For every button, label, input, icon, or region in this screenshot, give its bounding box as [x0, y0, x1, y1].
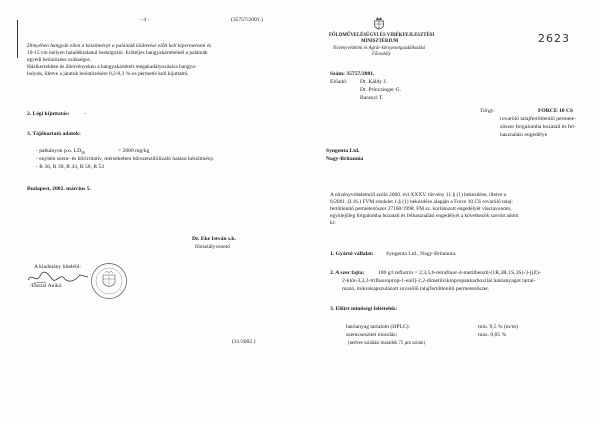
subject-label: Tárgy:	[480, 108, 496, 114]
signer-name: Dr. Eke István s.k.	[192, 236, 236, 242]
officer-name: Dr. Princzinger G.	[360, 87, 402, 93]
officer-label: Előadó:	[330, 79, 348, 85]
item-formulation-line: 100 g/l teflutrin = 2,3,5,6-tetrafluor-4-metilbenzil-(1R,3R,1S,3S)-3-[(Z)-	[378, 270, 541, 276]
page-number: - 4 -	[140, 17, 150, 23]
ministry-name-2: MINISZTÉRIUM	[361, 39, 399, 44]
r-phrases: - R 36, R 38, R 43, R 50, R 53	[36, 164, 105, 170]
officer-name: Baranyi T.	[360, 95, 384, 101]
item-formulation-line: mazó, mikrokapszulázott rovarölő talajfertőtlenítő permetezőszer.	[342, 286, 490, 292]
reference-number: (35757/2001.)	[231, 17, 263, 23]
quality-row-name: szemcseszitei eloszlás:	[346, 332, 398, 338]
section-info-title: 3. Tájékoztató adatok:	[27, 131, 81, 137]
quality-row-name: hatóanyag tartalom (HPLC):	[346, 324, 411, 330]
clerk-name: /Dorzsi Anikó	[30, 283, 62, 289]
bottom-reference: (31/2002.)	[232, 339, 256, 345]
margin-bracket	[17, 20, 18, 58]
irritation-line: - enyhén szem- és bőrirritatív, mérsékelten bőrszenzibilizáló hatású készítmény.	[36, 156, 215, 162]
official-seal	[90, 262, 128, 300]
addressee-company: Syngenta Ltd.	[326, 148, 360, 154]
item-formulation-label: 2. A szer fajta:	[330, 270, 365, 276]
quality-row-value: min. 9,5 % (m/m)	[478, 324, 518, 330]
officer-name: Dr. Káldy J.	[360, 79, 388, 85]
department-name: Növényvédelmi és Agrár-környezetgazdálkodási	[333, 46, 426, 51]
signer-title: főosztályvezető	[195, 244, 231, 250]
subject-line: rovarölő talajfertőtlenítő permete-	[500, 116, 577, 122]
quality-note: (nedves szitálási maradék 75 µm szitán)	[348, 341, 425, 346]
section-aerial-title: 2. Légi kijuttatás:	[27, 111, 70, 117]
item-manufacturer-value: Syngenta Ltd., Nagy-Britannia.	[386, 251, 457, 257]
ld50-value: > 2000 mg/kg	[118, 148, 150, 154]
ministry-name: FÖLDMŰVELÉSÜGYI ÉS VIDÉKFEJLESZTÉSI	[329, 33, 435, 38]
handwritten-file-number: 2623	[538, 32, 570, 45]
place-date: Budapest, 2002. március 5.	[27, 186, 91, 192]
addressee-country: Nagy-Britannia	[326, 156, 364, 162]
body-paragraph: A növényvédelemről szóló 2000. évi XXXV. törvény 11.§ (1) bekezdése, illetve a 6/2001. (I.16.) FVM rendelet 1.§ (1) bekezdése alapján a Force 10 CS rovarölő talaj- fertőtlenítő permetezőszer 27160/1998. FM sz. korlátozott engedélyét visszavonom, egyidejűleg forgalomba hozatali és felhasználási engedélyét a következők szerint adom ki:	[330, 192, 519, 226]
department-name-2: Főosztály	[372, 52, 391, 57]
item-formulation-line: 2-klór-3,3,3-trifluoroprop-1-enil]-2,2-dimetilciklopropankarboxilát hatóanyagot tartal-	[342, 278, 536, 284]
intro-paragraph: Dimyében hangyák ellen a készítményt a palánták kiültetése előtt kell kipermetezni és 10-15 cm mélyen haladéktalanul bedolgozni. Erőteljes hangyakártételnél a palánták egyedi beöntözése szükséges. Házikertekben és ültetvényeken a hangyakártételt megakadályozására hangya- bolyok, illetve a járatok beöntözésére 0,2-0,3 %-os permetlé kell kijuttatni.	[27, 43, 212, 77]
quality-row-value: max. 0,05 %	[478, 332, 507, 338]
ld50-line: - patkányon p.o. $LD_{50}$	[36, 148, 86, 156]
issued-label: A kiadmány hiteléül:	[34, 264, 81, 270]
item-manufacturer-label: 1. Gyártó vállalat:	[330, 251, 374, 257]
coat-of-arms-icon	[373, 16, 385, 32]
section-aerial-value: -	[84, 111, 86, 117]
item-quality-label: 3. Előírt minőségi feltételek:	[330, 306, 398, 312]
subject-product: FORCE 10 CS	[538, 108, 574, 114]
subject-line: használási engedélye	[500, 132, 548, 138]
subject-line: zőszer forgalomba hozatali és fel-	[500, 124, 576, 130]
case-number: Szám: 35757/2001.	[330, 71, 375, 77]
